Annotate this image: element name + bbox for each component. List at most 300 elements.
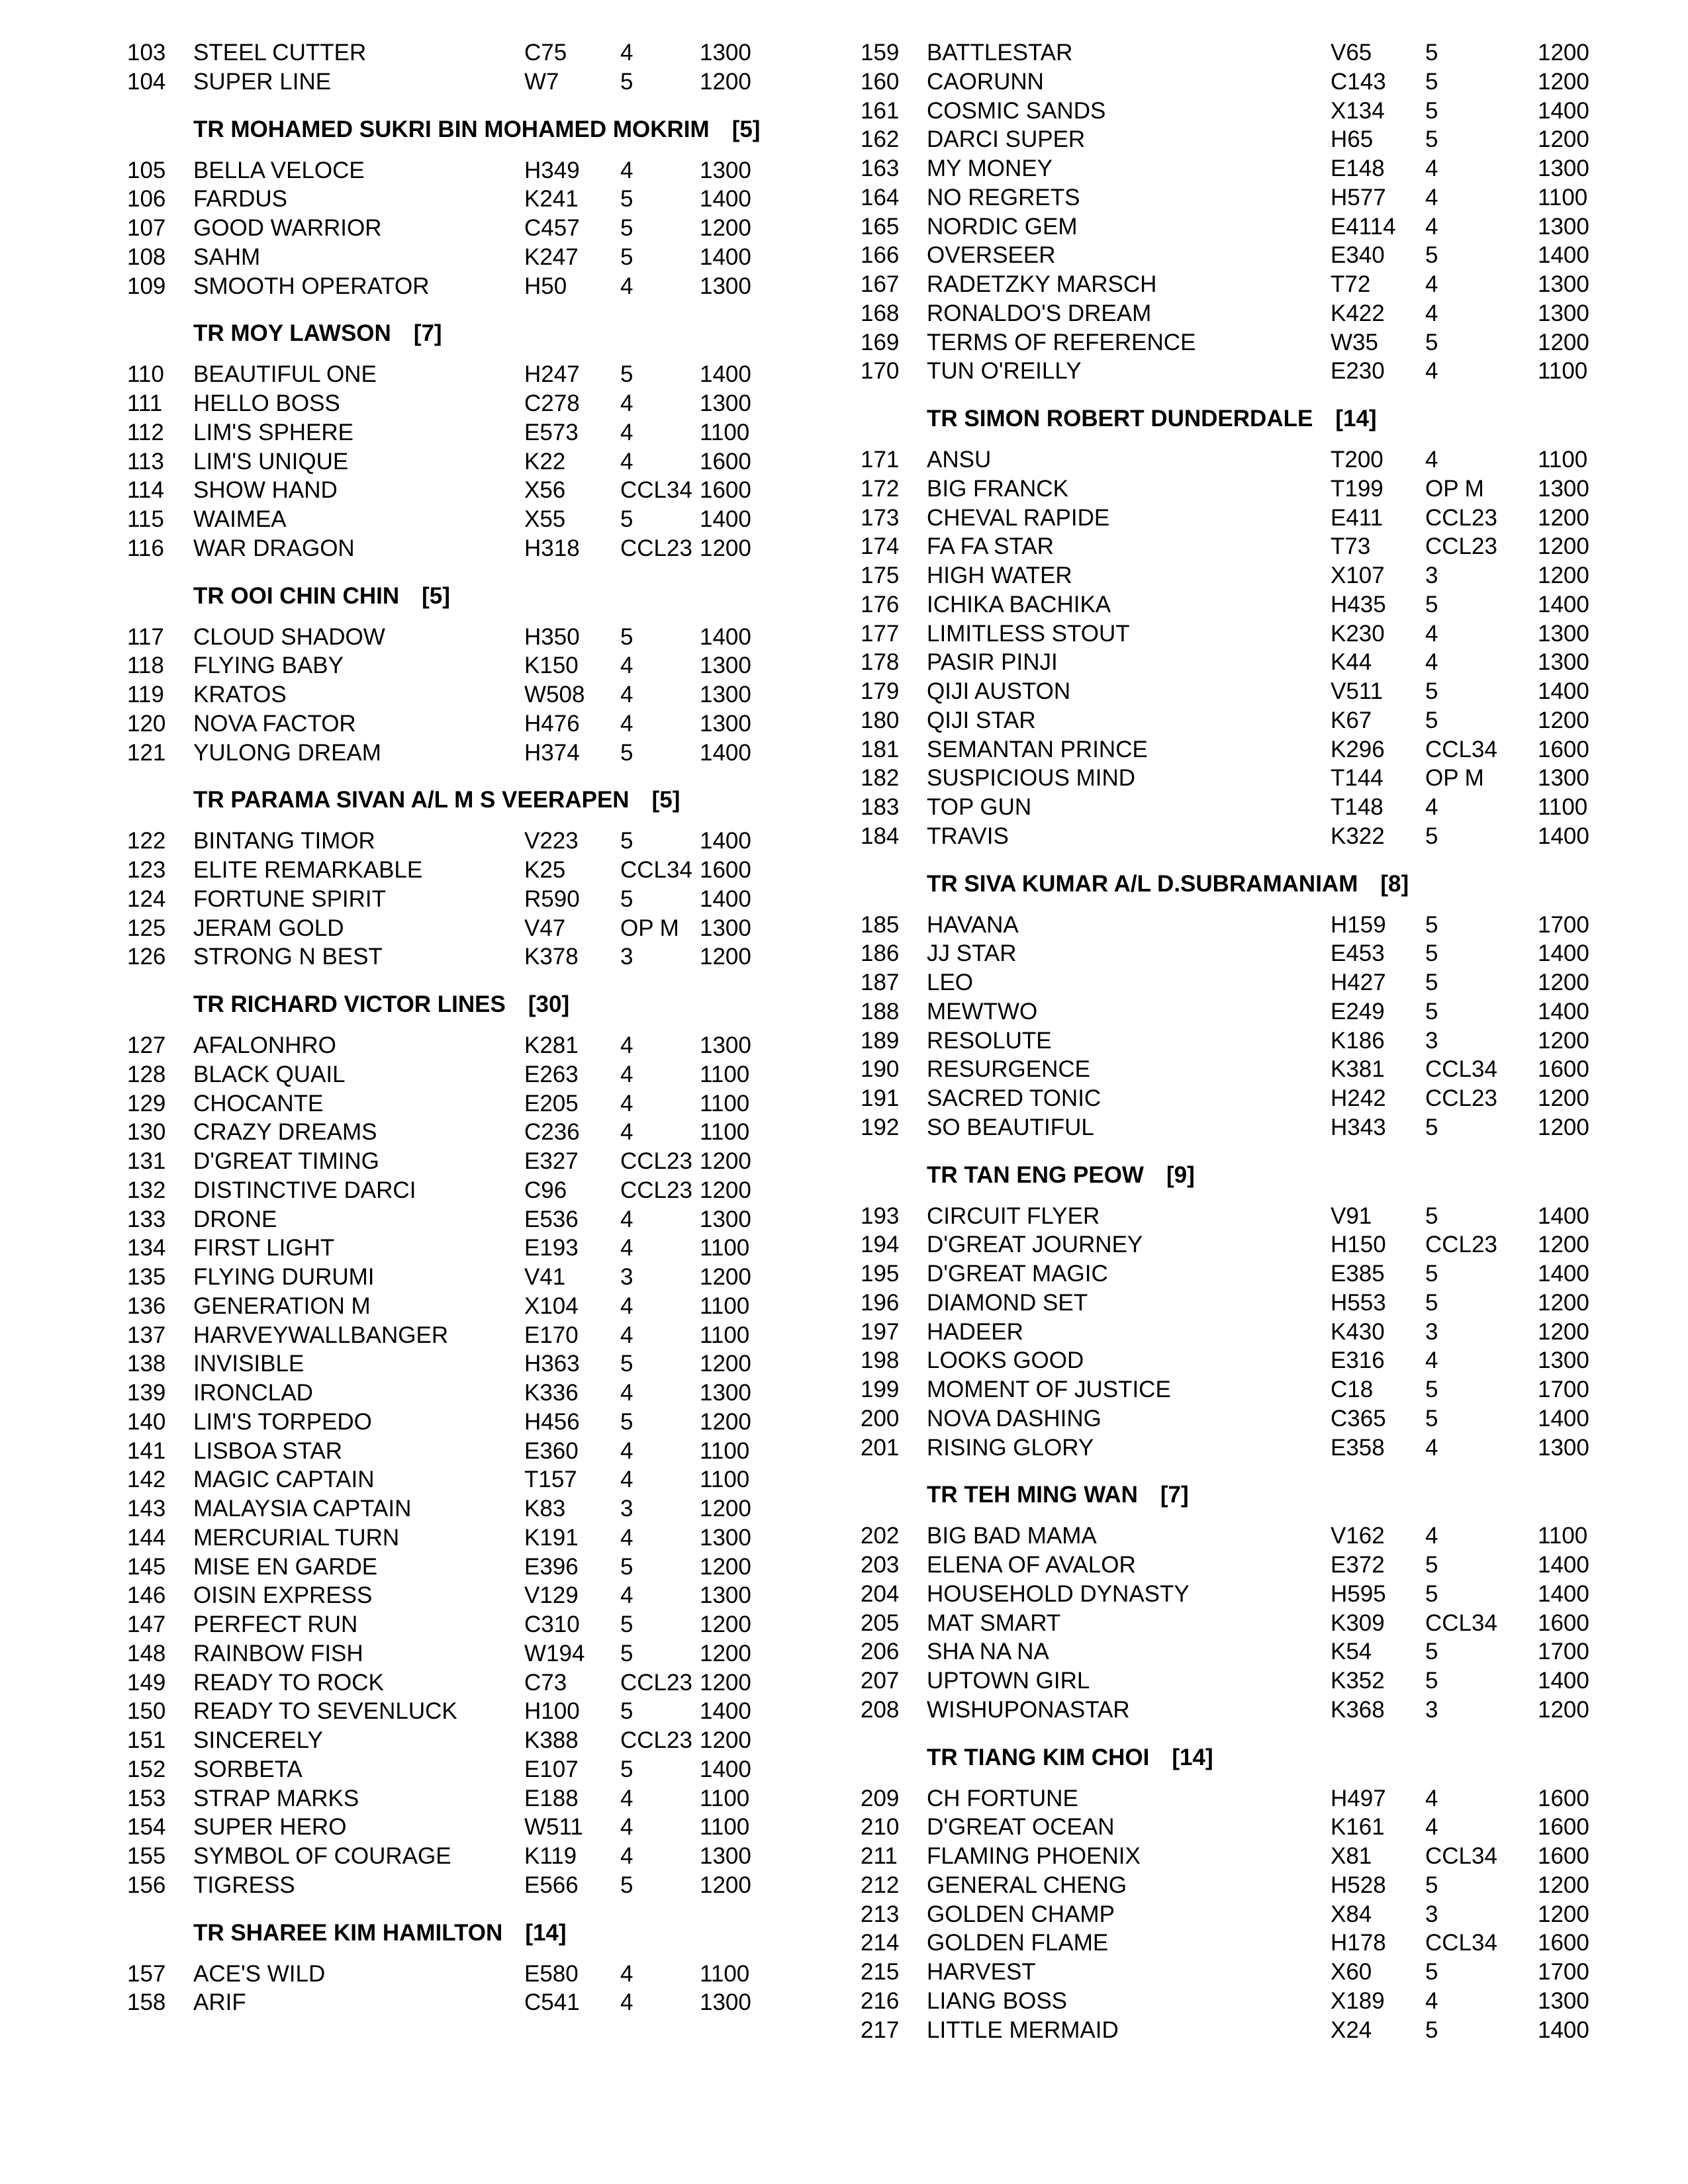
entry-number: 188 <box>861 998 900 1024</box>
distance: 1600 <box>1538 1610 1589 1636</box>
horse-code: H150 <box>1331 1232 1386 1258</box>
entry-row <box>861 1346 1602 1375</box>
rating: CCL34 <box>1425 1843 1497 1869</box>
trainer-name: TR MOY LAWSON <box>193 320 391 347</box>
horse-code: W7 <box>524 68 559 95</box>
rating: 5 <box>1425 1377 1438 1402</box>
horse-code: K191 <box>524 1524 579 1551</box>
rating: 5 <box>620 1351 633 1377</box>
rating: 5 <box>1425 1289 1438 1316</box>
rating: 5 <box>620 1640 633 1666</box>
horse-code: E193 <box>524 1235 579 1261</box>
rating: 3 <box>1425 1696 1438 1723</box>
horse-code: C96 <box>524 1177 567 1203</box>
entry-row <box>127 1349 789 1379</box>
entry-row <box>127 827 789 856</box>
horse-code: H318 <box>524 535 580 561</box>
distance: 1300 <box>1538 1347 1589 1374</box>
entry-row <box>861 1580 1602 1609</box>
horse-name: SHA NA NA <box>927 1639 1049 1665</box>
entry-number: 113 <box>127 448 164 475</box>
rating: CCL23 <box>620 1148 692 1174</box>
horse-name: WAIMEA <box>193 506 287 532</box>
entry-number: 138 <box>127 1351 166 1377</box>
entry-number: 159 <box>861 40 900 66</box>
entry-number: 184 <box>861 823 900 849</box>
entry-number: 206 <box>861 1639 900 1665</box>
entry-row <box>127 1726 789 1755</box>
entry-row <box>127 534 789 563</box>
entry-row <box>861 1113 1602 1142</box>
horse-code: E263 <box>524 1061 579 1087</box>
rating: 4 <box>620 1119 633 1146</box>
rating: 5 <box>620 244 633 270</box>
rating: 5 <box>620 1612 633 1637</box>
trainer-name: TR RICHARD VICTOR LINES <box>193 991 506 1017</box>
horse-code: H159 <box>1331 911 1386 938</box>
rating: 4 <box>620 273 633 299</box>
horse-code: C457 <box>524 215 580 241</box>
entry-row <box>127 1581 789 1610</box>
rating: 5 <box>1425 2017 1438 2043</box>
horse-code: E453 <box>1331 940 1385 967</box>
horse-name: FLYING BABY <box>193 653 344 679</box>
right-column <box>861 38 1602 2044</box>
entry-row <box>127 243 789 272</box>
horse-code: E148 <box>1331 156 1385 181</box>
horse-name: GOOD WARRIOR <box>193 215 382 241</box>
entry-number: 187 <box>861 970 900 995</box>
entry-number: 128 <box>127 1061 166 1087</box>
rating: 5 <box>620 215 633 241</box>
entry-row <box>861 911 1602 940</box>
horse-code: H528 <box>1331 1872 1386 1898</box>
distance: 1200 <box>700 1177 751 1203</box>
rating: 5 <box>1425 97 1438 124</box>
entry-number: 216 <box>861 1987 900 2014</box>
entry-row <box>127 885 789 914</box>
horse-code: R590 <box>524 886 580 912</box>
horse-name: MISE EN GARDE <box>193 1553 378 1580</box>
distance: 1300 <box>700 1032 751 1058</box>
horse-code: C365 <box>1331 1405 1386 1432</box>
distance: 1100 <box>1538 358 1588 385</box>
distance: 1300 <box>700 1843 751 1869</box>
distance: 1200 <box>1538 1872 1589 1898</box>
rating: 5 <box>620 186 633 212</box>
entry-number: 117 <box>127 623 164 650</box>
horse-name: READY TO SEVENLUCK <box>193 1698 457 1725</box>
entry-number: 146 <box>127 1582 166 1609</box>
horse-code: H350 <box>524 623 580 650</box>
distance: 1400 <box>700 1698 751 1725</box>
rating: CCL34 <box>620 857 692 883</box>
entry-row <box>861 125 1602 154</box>
entry-row <box>861 1404 1602 1433</box>
horse-code: V511 <box>1331 678 1383 704</box>
entry-row <box>861 68 1602 97</box>
horse-name: DARCI SUPER <box>927 126 1086 153</box>
horse-code: K322 <box>1331 823 1385 849</box>
trainer-header <box>861 1741 1602 1775</box>
rating: 3 <box>620 944 633 970</box>
entry-number: 141 <box>127 1437 166 1464</box>
distance: 1200 <box>700 1496 751 1522</box>
horse-name: TRAVIS <box>927 823 1009 849</box>
horse-code: W511 <box>524 1814 583 1841</box>
entry-row <box>861 735 1602 764</box>
rating: 4 <box>1425 184 1438 210</box>
rating: 5 <box>1425 1639 1438 1665</box>
horse-code: K430 <box>1331 1318 1385 1345</box>
entry-number: 177 <box>861 620 900 647</box>
rating: 4 <box>1425 1347 1438 1374</box>
entry-number: 132 <box>127 1177 166 1203</box>
distance: 1100 <box>700 1322 750 1348</box>
rating: 5 <box>1425 1668 1438 1694</box>
horse-name: CHEVAL RAPIDE <box>927 504 1110 531</box>
entry-number: 171 <box>861 447 900 473</box>
horse-name: GENERAL CHENG <box>927 1872 1127 1898</box>
distance: 1100 <box>700 1814 750 1841</box>
rating: 5 <box>620 68 633 95</box>
horse-code: K230 <box>1331 620 1385 647</box>
horse-code: V47 <box>524 915 566 941</box>
horse-name: PERFECT RUN <box>193 1612 358 1637</box>
horse-code: K161 <box>1331 1814 1385 1841</box>
rating: 4 <box>620 1293 633 1319</box>
entry-number: 183 <box>861 794 900 820</box>
rating: 5 <box>620 1756 633 1782</box>
horse-code: X104 <box>524 1293 579 1319</box>
horse-code: C541 <box>524 1989 580 2016</box>
trainer-header <box>127 1916 789 1950</box>
entry-number: 169 <box>861 329 900 355</box>
horse-name: SHOW HAND <box>193 477 338 504</box>
rating: CCL34 <box>620 477 692 504</box>
trainer-header <box>127 579 789 614</box>
entry-number: 197 <box>861 1318 900 1345</box>
entry-row <box>861 1987 1602 2016</box>
entry-row <box>127 1697 789 1726</box>
entry-row <box>127 1813 789 1842</box>
entry-row <box>861 1813 1602 1842</box>
distance: 1200 <box>1538 40 1589 66</box>
horse-name: SACRED TONIC <box>927 1085 1102 1111</box>
horse-name: FARDUS <box>193 186 287 212</box>
rating: 4 <box>620 1206 633 1232</box>
horse-code: H456 <box>524 1408 580 1435</box>
distance: 1200 <box>1538 1696 1589 1723</box>
distance: 1100 <box>700 1235 750 1261</box>
distance: 1700 <box>1538 1639 1589 1665</box>
horse-code: H363 <box>524 1351 580 1377</box>
horse-name: SUPER LINE <box>193 68 332 95</box>
entry-number: 116 <box>127 535 164 561</box>
distance: 1300 <box>700 653 751 679</box>
horse-name: UPTOWN GIRL <box>927 1668 1090 1694</box>
horse-code: X134 <box>1331 97 1385 124</box>
distance: 1300 <box>700 710 751 737</box>
entry-row <box>127 1321 789 1350</box>
horse-name: RESOLUTE <box>927 1027 1052 1054</box>
entry-number: 160 <box>861 68 900 95</box>
entry-number: 145 <box>127 1553 166 1580</box>
rating: 5 <box>620 886 633 912</box>
distance: 1300 <box>1538 620 1589 647</box>
entry-number: 133 <box>127 1206 166 1232</box>
trainer-name: TR PARAMA SIVAN A/L M S VEERAPEN <box>193 787 630 813</box>
horse-name: D'GREAT JOURNEY <box>927 1232 1143 1258</box>
entry-row <box>127 914 789 943</box>
entry-number: 193 <box>861 1203 900 1229</box>
horse-name: OVERSEER <box>927 242 1056 269</box>
entry-number: 105 <box>127 157 166 183</box>
rating: 5 <box>1425 591 1438 617</box>
entry-number: 175 <box>861 563 900 588</box>
entry-row <box>861 1784 1602 1813</box>
horse-code: H374 <box>524 739 580 766</box>
distance: 1200 <box>1538 970 1589 995</box>
entry-row <box>861 793 1602 822</box>
rating: 5 <box>1425 1114 1438 1140</box>
distance: 1400 <box>700 244 751 270</box>
distance: 1700 <box>1538 1377 1589 1402</box>
entry-row <box>861 270 1602 299</box>
entry-row <box>861 706 1602 735</box>
distance: 1400 <box>1538 591 1589 617</box>
entry-number: 203 <box>861 1552 900 1578</box>
entry-count: [5] <box>731 116 761 142</box>
entry-number: 123 <box>127 857 166 883</box>
distance: 1300 <box>1538 1434 1589 1461</box>
horse-name: DIAMOND SET <box>927 1289 1088 1316</box>
horse-name: ELENA OF AVALOR <box>927 1552 1136 1578</box>
horse-name: SUSPICIOUS MIND <box>927 765 1136 792</box>
horse-name: JERAM GOLD <box>193 915 344 941</box>
horse-name: BINTANG TIMOR <box>193 828 375 854</box>
horse-code: K54 <box>1331 1639 1372 1665</box>
entry-count: [9] <box>1166 1161 1195 1188</box>
horse-name: BLACK QUAIL <box>193 1061 346 1087</box>
horse-code: K281 <box>524 1032 579 1058</box>
entry-count: [14] <box>525 1919 567 1946</box>
distance: 1400 <box>1538 1203 1589 1229</box>
entry-number: 210 <box>861 1814 900 1841</box>
horse-name: SINCERELY <box>193 1727 323 1753</box>
distance: 1200 <box>700 1669 751 1696</box>
horse-name: ARIF <box>193 1989 246 2016</box>
rating: CCL23 <box>620 535 692 561</box>
horse-name: RAINBOW FISH <box>193 1640 363 1666</box>
rating: 3 <box>1425 1318 1438 1345</box>
entry-number: 143 <box>127 1496 166 1522</box>
entry-row <box>861 2016 1602 2045</box>
rating: 3 <box>1425 1027 1438 1054</box>
distance: 1700 <box>1538 911 1589 938</box>
entry-number: 201 <box>861 1434 900 1461</box>
distance: 1400 <box>1538 1261 1589 1287</box>
entry-number: 150 <box>127 1698 166 1725</box>
horse-code: V223 <box>524 828 579 854</box>
entry-row <box>127 1118 789 1147</box>
horse-name: WAR DRAGON <box>193 535 355 561</box>
horse-code: C75 <box>524 40 567 66</box>
distance: 1400 <box>700 886 751 912</box>
left-column <box>127 38 789 2017</box>
distance: 1300 <box>700 682 751 707</box>
entry-row <box>861 1433 1602 1463</box>
distance: 1200 <box>1538 1085 1589 1111</box>
distance: 1200 <box>700 535 751 561</box>
horse-name: DRONE <box>193 1206 277 1232</box>
distance: 1200 <box>1538 1114 1589 1140</box>
distance: 1200 <box>1538 1901 1589 1927</box>
entry-row <box>127 272 789 301</box>
rating: 4 <box>620 1061 633 1087</box>
entry-number: 112 <box>127 419 164 445</box>
rating: 4 <box>620 1437 633 1464</box>
entry-number: 196 <box>861 1289 900 1316</box>
rating: 4 <box>620 1785 633 1811</box>
horse-code: K336 <box>524 1380 579 1406</box>
rating: 4 <box>620 1582 633 1609</box>
horse-name: FLAMING PHOENIX <box>927 1843 1141 1869</box>
rating: 4 <box>620 1032 633 1058</box>
distance: 1200 <box>700 68 751 95</box>
horse-code: H553 <box>1331 1289 1386 1316</box>
entry-row <box>861 183 1602 212</box>
distance: 1200 <box>1538 68 1589 95</box>
horse-name: CHOCANTE <box>193 1090 324 1116</box>
entry-row <box>127 1263 789 1292</box>
distance: 1600 <box>700 448 751 475</box>
entry-number: 120 <box>127 710 166 737</box>
entry-number: 174 <box>861 533 900 560</box>
horse-code: K388 <box>524 1727 579 1753</box>
entry-row <box>127 856 789 885</box>
horse-name: STEEL CUTTER <box>193 40 367 66</box>
entry-count: [30] <box>528 991 570 1017</box>
entry-count: [7] <box>413 320 442 347</box>
entry-row <box>861 677 1602 706</box>
horse-name: COSMIC SANDS <box>927 97 1106 124</box>
entry-count: [8] <box>1380 870 1409 897</box>
horse-name: TIGRESS <box>193 1872 295 1898</box>
horse-code: K381 <box>1331 1056 1385 1083</box>
entry-number: 111 <box>127 390 163 416</box>
horse-code: E188 <box>524 1785 579 1811</box>
distance: 1300 <box>1538 765 1589 792</box>
rating: 5 <box>1425 911 1438 938</box>
horse-name: FORTUNE SPIRIT <box>193 886 387 912</box>
entry-number: 139 <box>127 1380 166 1406</box>
horse-name: LIM'S SPHERE <box>193 419 354 445</box>
distance: 1600 <box>700 477 751 504</box>
entry-row <box>861 1929 1602 1958</box>
rating: 5 <box>620 1553 633 1580</box>
horse-name: LEO <box>927 970 974 995</box>
distance: 1200 <box>700 1727 751 1753</box>
entry-number: 104 <box>127 68 166 95</box>
entry-row <box>127 418 789 447</box>
rating: 4 <box>620 1843 633 1869</box>
entry-number: 163 <box>861 156 900 181</box>
entry-row <box>861 822 1602 851</box>
horse-code: E411 <box>1331 504 1383 531</box>
entry-row <box>861 1259 1602 1289</box>
entry-number: 186 <box>861 940 900 967</box>
trainer-header <box>861 1478 1602 1512</box>
trainer-header <box>127 316 789 351</box>
rating: 4 <box>1425 358 1438 385</box>
entry-row <box>127 447 789 477</box>
entry-number: 166 <box>861 242 900 269</box>
entry-number: 115 <box>127 506 164 532</box>
entry-row <box>861 445 1602 475</box>
horse-name: D'GREAT OCEAN <box>927 1814 1115 1841</box>
rating: 3 <box>620 1264 633 1290</box>
horse-name: BEAUTIFUL ONE <box>193 361 377 388</box>
entry-row <box>861 38 1602 68</box>
distance: 1200 <box>1538 707 1589 733</box>
distance: 1600 <box>1538 1843 1589 1869</box>
entry-row <box>127 709 789 739</box>
entry-row <box>127 1408 789 1437</box>
horse-name: SMOOTH OPERATOR <box>193 273 430 299</box>
horse-name: YULONG DREAM <box>193 739 381 766</box>
entry-row <box>861 299 1602 328</box>
entry-number: 209 <box>861 1785 900 1811</box>
entry-number: 137 <box>127 1322 166 1348</box>
horse-code: E205 <box>524 1090 579 1116</box>
distance: 1200 <box>700 1612 751 1637</box>
horse-name: LIANG BOSS <box>927 1987 1068 2014</box>
distance: 1200 <box>1538 1027 1589 1054</box>
entry-number: 205 <box>861 1610 900 1636</box>
rating: 5 <box>1425 678 1438 704</box>
horse-code: K25 <box>524 857 566 883</box>
rating: 4 <box>620 1524 633 1551</box>
horse-code: K22 <box>524 448 566 475</box>
horse-name: LIM'S UNIQUE <box>193 448 349 475</box>
entry-row <box>861 1842 1602 1871</box>
horse-code: H349 <box>524 157 580 183</box>
rating: 5 <box>1425 998 1438 1024</box>
horse-name: LISBOA STAR <box>193 1437 342 1464</box>
horse-code: K309 <box>1331 1610 1385 1636</box>
entry-number: 195 <box>861 1261 900 1287</box>
horse-code: E340 <box>1331 242 1385 269</box>
horse-name: BIG BAD MAMA <box>927 1523 1097 1549</box>
rating: 4 <box>620 1235 633 1261</box>
horse-code: E580 <box>524 1960 579 1987</box>
horse-code: H435 <box>1331 591 1386 617</box>
distance: 1100 <box>1538 447 1588 473</box>
entry-number: 129 <box>127 1090 166 1116</box>
horse-code: E249 <box>1331 998 1385 1024</box>
rating: CCL23 <box>620 1669 692 1696</box>
entry-number: 204 <box>861 1580 900 1607</box>
horse-name: LITTLE MERMAID <box>927 2017 1119 2043</box>
distance: 1100 <box>700 1785 750 1811</box>
entry-number: 173 <box>861 504 900 531</box>
entry-row <box>861 1318 1602 1347</box>
horse-code: K44 <box>1331 649 1372 676</box>
distance: 1400 <box>700 739 751 766</box>
entry-row <box>127 1031 789 1060</box>
rating: CCL23 <box>1425 504 1497 531</box>
